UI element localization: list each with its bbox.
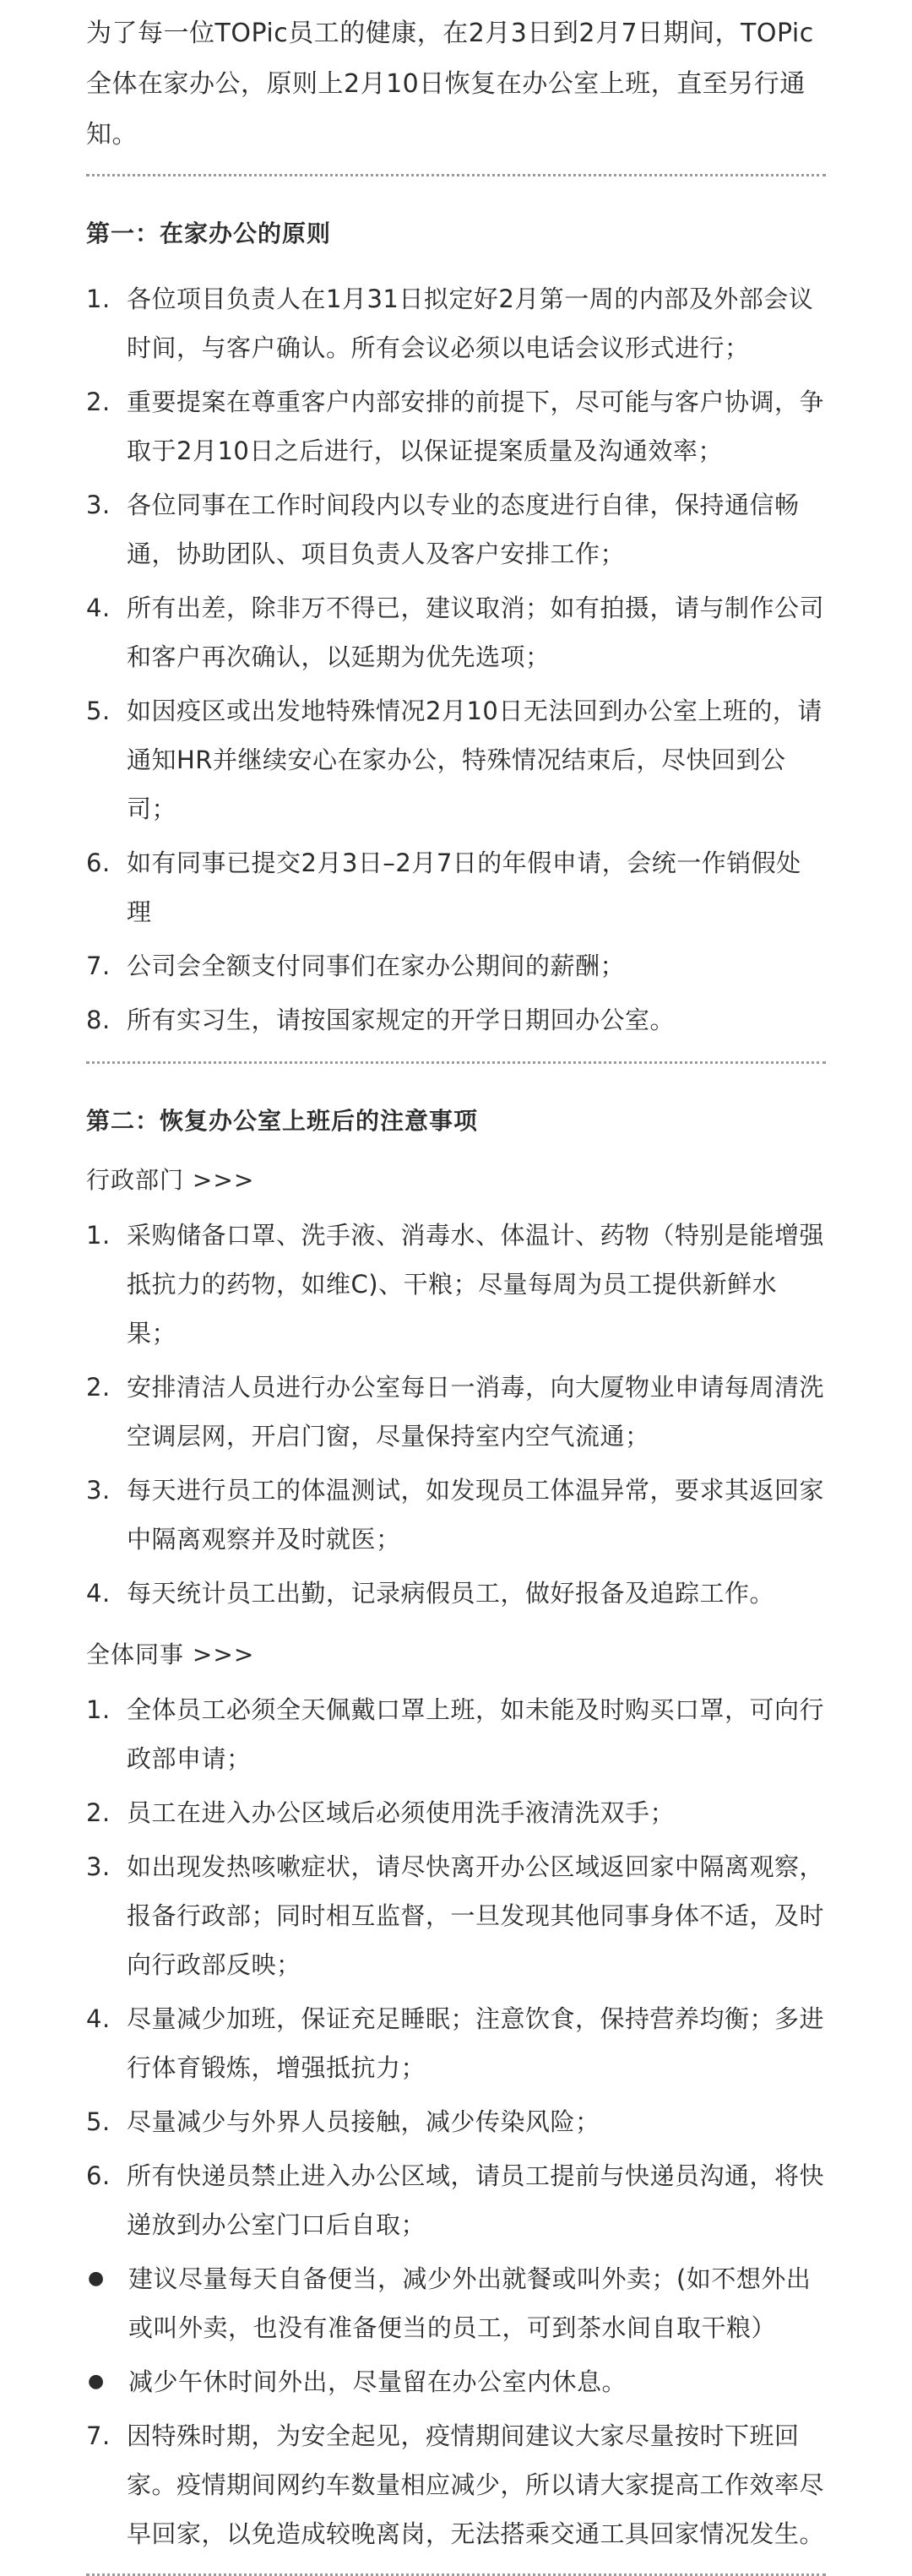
list-item-number: 2. <box>86 388 111 416</box>
section-return-to-office <box>86 1103 826 2558</box>
list-item <box>86 583 826 681</box>
list-item-text: 因特殊时期，为安全起见，疫情期间建议大家尽量按时下班回家。疫情期间网约车数量相应减少，所以请大家提高工作效率尽早回家，以免造成较晚离岗，无法搭乘交通工具回家情况发生。 <box>127 2421 825 2548</box>
list-item-number: 4. <box>86 594 111 622</box>
list-item-number: 5. <box>86 697 111 725</box>
list-item <box>86 2254 826 2352</box>
list-item <box>86 1685 826 1783</box>
list-item-text: 每天统计员工出勤，记录病假员工，做好报备及追踪工作。 <box>127 1579 775 1608</box>
list-item-number: 8. <box>86 1006 111 1034</box>
list-item-text: 尽量减少与外界人员接触，减少传染风险； <box>127 2107 600 2136</box>
section1-list <box>86 274 826 1044</box>
section1-title: 第一：在家办公的原则 <box>86 220 332 247</box>
list-item <box>86 2357 826 2406</box>
list-item-text: 如因疫区或出发地特殊情况2月10日无法回到办公室上班的，请通知HR并继续安心在家办公，特殊情况结束后，尽快回到公司； <box>127 697 822 823</box>
list-item-number: 3. <box>86 1476 111 1505</box>
list-item-text: 全体员工必须全天佩戴口罩上班，如未能及时购买口罩，可向行政部申请； <box>127 1695 825 1773</box>
list-item <box>86 1842 826 1989</box>
list-item-number: 2. <box>86 1798 111 1827</box>
list-item-text: 重要提案在尊重客户内部安排的前提下，尽可能与客户协调，争取于2月10日之后进行，以保证提案质量及沟通效率； <box>127 388 825 465</box>
bullet-icon: ● <box>88 2371 105 2392</box>
list-item-number: 3. <box>86 1852 111 1881</box>
intro-paragraph: 为了每一位TOPic员工的健康，在2月3日到2月7日期间，TOPic全体在家办公，原则上2月10日恢复在办公室上班，直至另行通知。 <box>86 19 814 149</box>
list-item-number: 3. <box>86 491 111 519</box>
list-item-text: 采购储备口罩、洗手液、消毒水、体温计、药物（特别是能增强抵抗力的药物，如维C)、干粮；尽量每周为员工提供新鲜水果； <box>127 1221 825 1348</box>
list-item <box>86 1994 826 2092</box>
list-item <box>86 2097 826 2146</box>
list-item-number: 7. <box>86 952 111 980</box>
admin-list <box>86 1211 826 1618</box>
list-item-text: 公司会全额支付同事们在家办公期间的薪酬； <box>127 952 626 980</box>
bullet-icon: ● <box>88 2268 105 2289</box>
list-item-number: 4. <box>86 1579 111 1608</box>
list-item <box>86 1788 826 1837</box>
section2-title: 第二：恢复办公室上班后的注意事项 <box>86 1107 479 1135</box>
list-item <box>86 686 826 833</box>
list-item-text: 安排清洁人员进行办公室每日一消毒，向大厦物业申请每周清洗空调层网，开启门窗，尽量保持室内空气流通； <box>127 1373 825 1451</box>
list-item-text: 员工在进入办公区域后必须使用洗手液清洗双手； <box>127 1798 676 1827</box>
list-item-text: 各位项目负责人在1月31日拟定好2月第一周的内部及外部会议时间，与客户确认。所有会议必须以电话会议形式进行； <box>127 285 814 362</box>
dotted-divider <box>86 1061 826 1064</box>
list-item-text: 建议尽量每天自备便当，减少外出就餐或叫外卖；(如不想外出或叫外卖，也没有准备便当的员工，可到茶水间自取干粮） <box>128 2264 812 2342</box>
section-work-from-home <box>86 215 826 1044</box>
list-item <box>86 838 826 936</box>
list-item-text: 每天进行员工的体温测试，如发现员工体温异常，要求其返回家中隔离观察并及时就医； <box>127 1476 825 1554</box>
list-item <box>86 377 826 475</box>
list-item-number: 6. <box>86 849 111 877</box>
list-item-text: 所有出差，除非万不得已，建议取消；如有拍摄，请与制作公司和客户再次确认，以延期为优先选项； <box>127 594 825 671</box>
list-item-number: 1. <box>86 285 111 313</box>
list-item <box>86 941 826 990</box>
list-item <box>86 274 826 372</box>
list-item-number: 7. <box>86 2421 111 2450</box>
list-item-text: 各位同事在工作时间段内以专业的态度进行自律，保持通信畅通，协助团队、项目负责人及客户安排工作； <box>127 491 800 568</box>
list-item <box>86 995 826 1044</box>
list-item <box>86 480 826 578</box>
list-item-text: 尽量减少加班，保证充足睡眠；注意饮食，保持营养均衡；多进行体育锻炼，增强抵抗力； <box>127 2004 825 2082</box>
list-item-text: 如有同事已提交2月3日–2月7日的年假申请，会统一作销假处理 <box>127 849 801 926</box>
staff-list <box>86 1685 826 2558</box>
list-item-number: 5. <box>86 2107 111 2136</box>
list-item <box>86 1466 826 1564</box>
staff-subheading: 全体同事 >>> <box>86 1641 255 1668</box>
list-item <box>86 1211 826 1358</box>
list-item <box>86 2151 826 2249</box>
list-item-text: 如出现发热咳嗽症状，请尽快离开办公区域返回家中隔离观察，报备行政部；同时相互监督，一旦发现其他同事身体不适，及时向行政部反映； <box>127 1852 825 1979</box>
list-item-text: 所有快递员禁止进入办公区域，请员工提前与快递员沟通，将快递放到办公室门口后自取； <box>127 2161 825 2239</box>
admin-subheading: 行政部门 >>> <box>86 1166 255 1194</box>
list-item-number: 6. <box>86 2161 111 2190</box>
dotted-divider <box>86 174 826 176</box>
list-item-number: 1. <box>86 1695 111 1724</box>
list-item-number: 1. <box>86 1221 111 1250</box>
list-item-text: 减少午休时间外出，尽量留在办公室内休息。 <box>128 2367 627 2396</box>
list-item <box>86 1363 826 1461</box>
list-item-text: 所有实习生，请按国家规定的开学日期回办公室。 <box>127 1006 676 1034</box>
list-item-number: 4. <box>86 2004 111 2033</box>
list-item <box>86 1569 826 1618</box>
list-item <box>86 2411 826 2558</box>
list-item-number: 2. <box>86 1373 111 1402</box>
